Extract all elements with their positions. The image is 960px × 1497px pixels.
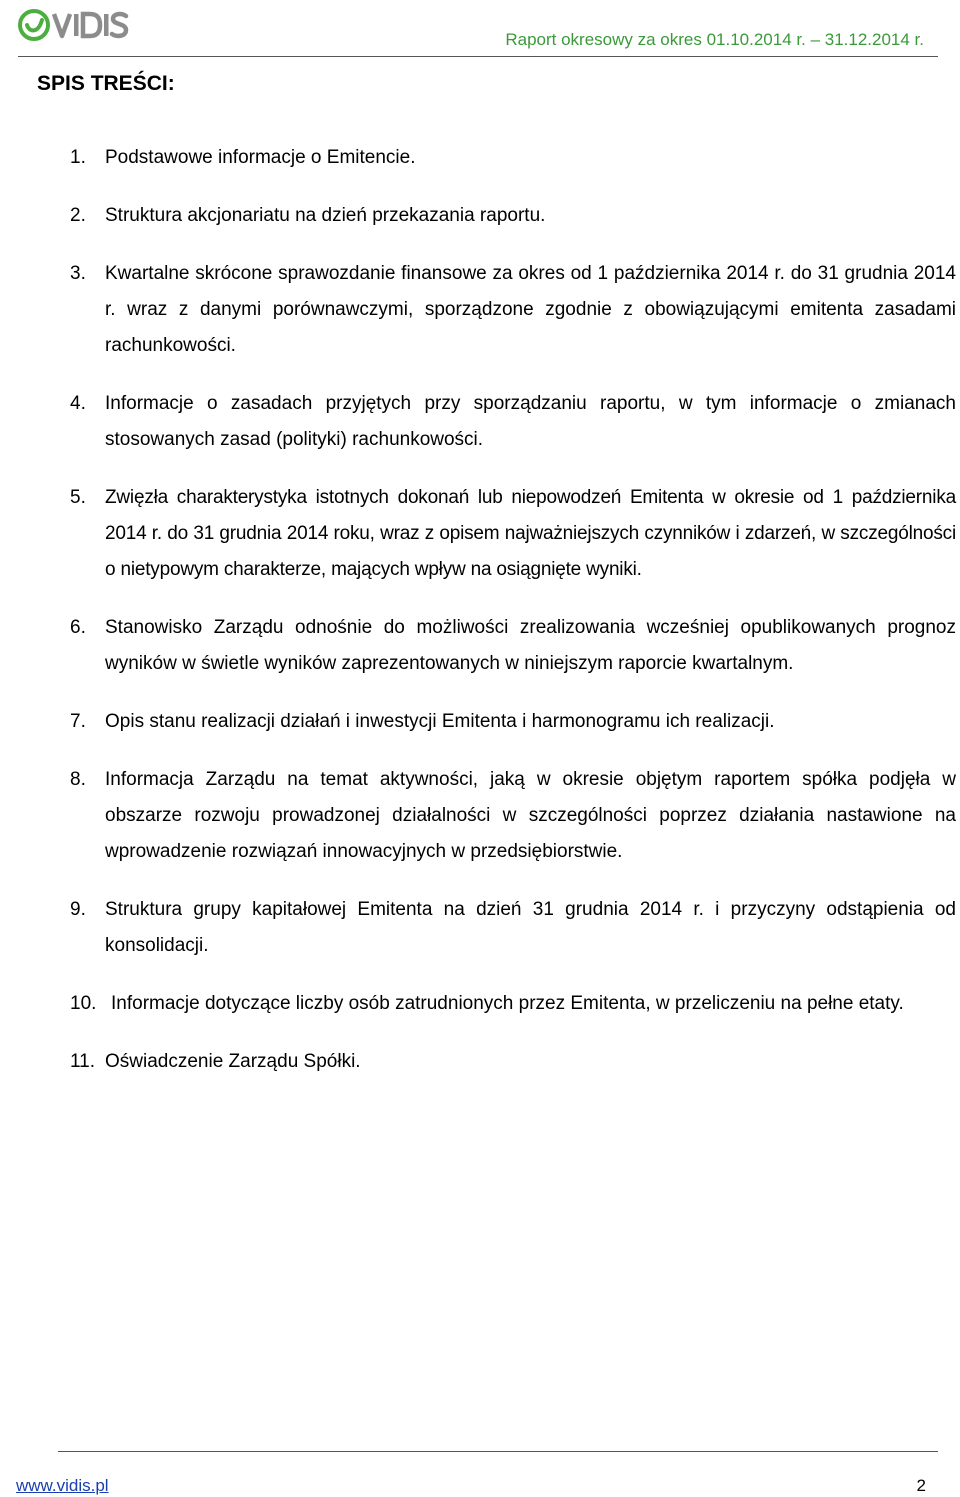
toc-item-11	[70, 1044, 956, 1080]
toc-item-5	[70, 480, 956, 588]
toc-item-text: Struktura akcjonariatu na dzień przekazania raportu.	[105, 205, 546, 226]
toc-item-text: Informacje dotyczące liczby osób zatrudnionych przez Emitenta, w przeliczeniu na pełne etaty.	[111, 993, 904, 1014]
toc-item-text: Struktura grupy kapitałowej Emitenta na dzień 31 grudnia 2014 r. i przyczyny odstąpienia od konsolidacji.	[105, 899, 956, 956]
toc-item-number: 9.	[70, 899, 86, 920]
toc-item-text: Oświadczenie Zarządu Spółki.	[105, 1051, 361, 1072]
toc-item-number: 2.	[70, 205, 86, 226]
page-number: 2	[916, 1476, 926, 1495]
toc-item-9	[70, 892, 956, 964]
toc-item-text: Podstawowe informacje o Emitencie.	[105, 147, 416, 168]
toc-item-number: 1.	[70, 147, 86, 168]
toc-item-text: Informacja Zarządu na temat aktywności, jaką w okresie objętym raportem spółka podjęła w obszarze rozwoju prowadzonej działalności w szczególności poprzez działania nastawione na wprowadzenie rozwiązań innowacyjnych w przedsiębiorstwie.	[105, 769, 956, 862]
vidis-logo	[18, 6, 130, 44]
page-header	[0, 0, 960, 60]
toc-item-10	[70, 986, 956, 1022]
toc-item-3	[70, 256, 956, 364]
toc-item-text: Stanowisko Zarządu odnośnie do możliwości zrealizowania wcześniej opublikowanych prognoz wyników w świetle wyników zaprezentowanych w niniejszym raporcie kwartalnym.	[105, 617, 956, 674]
toc-item-number: 4.	[70, 393, 86, 414]
toc-item-number: 3.	[70, 263, 86, 284]
toc-item-6	[70, 610, 956, 682]
footer-divider	[58, 1451, 938, 1452]
table-of-contents	[70, 140, 956, 1102]
toc-item-number: 11.	[70, 1051, 96, 1072]
website-link[interactable]: www.vidis.pl	[16, 1476, 109, 1495]
header-divider	[18, 56, 938, 57]
toc-item-2	[70, 198, 956, 234]
toc-item-text: Zwięzła charakterystyka istotnych dokonań lub niepowodzeń Emitenta w okresie od 1 października 2014 r. do 31 grudnia 2014 roku, wraz z opisem najważniejszych czynników i zdarzeń, w szczególności o nietypowym charakterze, mających wpływ na osiągnięte wyniki.	[105, 487, 956, 580]
toc-item-number: 7.	[70, 711, 86, 732]
toc-item-number: 6.	[70, 617, 86, 638]
toc-item-text: Informacje o zasadach przyjętych przy sporządzaniu raportu, w tym informacje o zmianach stosowanych zasad (polityki) rachunkowości.	[105, 393, 956, 450]
toc-item-1	[70, 140, 956, 176]
toc-item-text: Kwartalne skrócone sprawozdanie finansowe za okres od 1 października 2014 r. do 31 grudnia 2014 r. wraz z danymi porównawczymi, sporządzone zgodnie z obowiązującymi emitenta zasadami rachunkowości.	[105, 263, 956, 356]
toc-item-number: 10.	[70, 993, 97, 1014]
toc-item-number: 5.	[70, 487, 86, 508]
report-title: Raport okresowy za okres 01.10.2014 r. – 31.12.2014 r.	[505, 30, 924, 49]
toc-item-7	[70, 704, 956, 740]
toc-heading: SPIS TREŚCI:	[37, 72, 175, 95]
toc-item-text: Opis stanu realizacji działań i inwestycji Emitenta i harmonogramu ich realizacji.	[105, 711, 775, 732]
toc-item-4	[70, 386, 956, 458]
toc-item-number: 8.	[70, 769, 86, 790]
toc-item-8	[70, 762, 956, 870]
